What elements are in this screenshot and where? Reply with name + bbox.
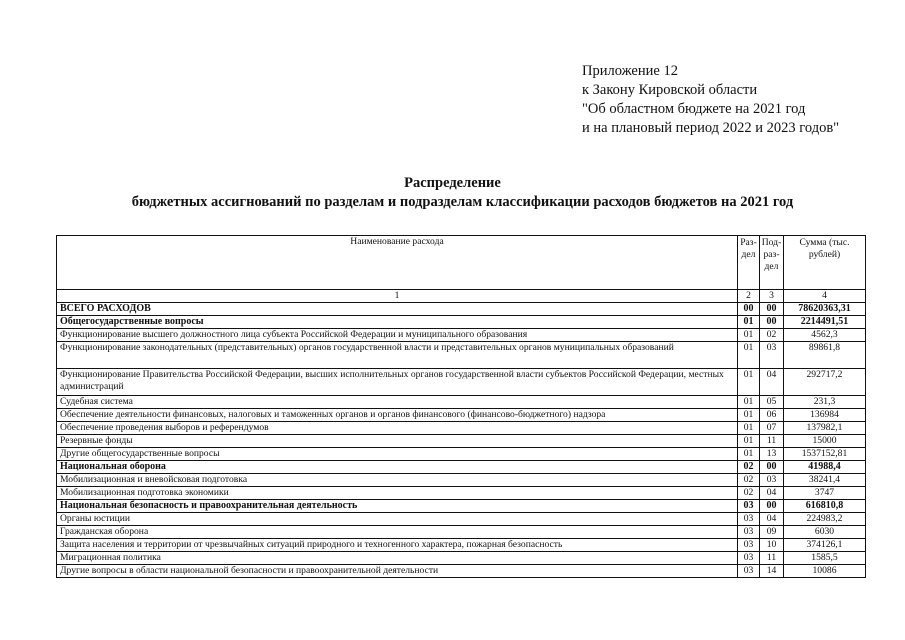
row-subsection: 11 (760, 435, 784, 448)
row-name: Гражданская оборона (57, 526, 738, 539)
row-subsection: 00 (760, 500, 784, 513)
row-name: Мобилизационная и вневойсковая подготовка (57, 474, 738, 487)
row-subsection: 04 (760, 513, 784, 526)
row-amount: 292717,2 (784, 369, 866, 396)
column-number: 3 (760, 290, 784, 303)
table-row (57, 474, 866, 487)
row-section: 03 (738, 539, 760, 552)
column-number: 2 (738, 290, 760, 303)
table-row (57, 461, 866, 474)
row-section: 03 (738, 565, 760, 578)
row-section: 01 (738, 342, 760, 369)
table-row (57, 487, 866, 500)
table-row (57, 396, 866, 409)
row-section: 01 (738, 369, 760, 396)
table-row (57, 303, 866, 316)
row-name: Общегосударственные вопросы (57, 316, 738, 329)
row-amount: 2214491,51 (784, 316, 866, 329)
row-amount: 137982,1 (784, 422, 866, 435)
appendix-line: "Об областном бюджете на 2021 год (582, 101, 806, 117)
row-name: Органы юстиции (57, 513, 738, 526)
row-amount: 78620363,31 (784, 303, 866, 316)
row-amount: 41988,4 (784, 461, 866, 474)
appendix-line: и на плановый период 2022 и 2023 годов" (582, 120, 840, 136)
row-name: Защита населения и территории от чрезвычайных ситуаций природного и техногенного характера, пожарная безопасность (57, 539, 738, 552)
row-section: 01 (738, 409, 760, 422)
row-amount: 374126,1 (784, 539, 866, 552)
appendix-line: к Закону Кировской области (582, 82, 758, 98)
row-amount: 4562,3 (784, 329, 866, 342)
row-section: 02 (738, 461, 760, 474)
row-subsection: 07 (760, 422, 784, 435)
row-subsection: 13 (760, 448, 784, 461)
column-number: 1 (57, 290, 738, 303)
column-number-row (57, 290, 866, 303)
row-amount: 136984 (784, 409, 866, 422)
table-row (57, 552, 866, 565)
row-section: 01 (738, 435, 760, 448)
table-row (57, 316, 866, 329)
row-subsection: 03 (760, 474, 784, 487)
row-name: Национальная безопасность и правоохранительная деятельность (57, 500, 738, 513)
row-section: 01 (738, 329, 760, 342)
table-row (57, 435, 866, 448)
row-amount: 89861,8 (784, 342, 866, 369)
row-section: 03 (738, 513, 760, 526)
row-subsection: 04 (760, 369, 784, 396)
row-subsection: 11 (760, 552, 784, 565)
row-section: 00 (738, 303, 760, 316)
table-row (57, 342, 866, 369)
column-number: 4 (784, 290, 866, 303)
row-name: Миграционная политика (57, 552, 738, 565)
row-section: 01 (738, 422, 760, 435)
row-section: 02 (738, 474, 760, 487)
row-amount: 1585,5 (784, 552, 866, 565)
row-section: 03 (738, 500, 760, 513)
table-row (57, 500, 866, 513)
row-subsection: 10 (760, 539, 784, 552)
table-header-row (57, 236, 866, 290)
appendix-line: Приложение 12 (582, 63, 678, 79)
row-name: Обеспечение проведения выборов и референдумов (57, 422, 738, 435)
row-name: Функционирование законодательных (представительных) органов государственной власти и представительных органов муниципальных образований (57, 342, 738, 369)
table-row (57, 565, 866, 578)
table-row (57, 513, 866, 526)
row-amount: 15000 (784, 435, 866, 448)
table-row (57, 539, 866, 552)
row-subsection: 00 (760, 461, 784, 474)
row-name: Функционирование высшего должностного лица субъекта Российской Федерации и муниципального образования (57, 329, 738, 342)
row-section: 03 (738, 552, 760, 565)
header-subsection: Под-раз-дел (760, 236, 784, 290)
row-section: 01 (738, 448, 760, 461)
row-amount: 3747 (784, 487, 866, 500)
header-section: Раз-дел (738, 236, 760, 290)
table-row (57, 329, 866, 342)
row-name: Резервные фонды (57, 435, 738, 448)
document-title: Распределение (404, 175, 501, 191)
row-amount: 10086 (784, 565, 866, 578)
row-name: ВСЕГО РАСХОДОВ (57, 303, 738, 316)
row-name: Мобилизационная подготовка экономики (57, 487, 738, 500)
row-amount: 38241,4 (784, 474, 866, 487)
row-amount: 224983,2 (784, 513, 866, 526)
table-row (57, 369, 866, 396)
row-amount: 1537152,81 (784, 448, 866, 461)
row-name: Функционирование Правительства Российской Федерации, высших исполнительных органов государственной власти субъектов Российской Федерации, местных администраций (57, 369, 738, 396)
budget-table-body (57, 303, 866, 578)
row-name: Другие общегосударственные вопросы (57, 448, 738, 461)
table-row (57, 448, 866, 461)
budget-table (56, 235, 866, 578)
row-subsection: 05 (760, 396, 784, 409)
appendix-caption (582, 62, 839, 138)
row-section: 03 (738, 526, 760, 539)
table-row (57, 526, 866, 539)
row-name: Обеспечение деятельности финансовых, налоговых и таможенных органов и органов финансового (финансово-бюджетного) надзора (57, 409, 738, 422)
row-subsection: 00 (760, 303, 784, 316)
row-subsection: 02 (760, 329, 784, 342)
row-name: Другие вопросы в области национальной безопасности и правоохранительной деятельности (57, 565, 738, 578)
row-subsection: 06 (760, 409, 784, 422)
row-section: 01 (738, 396, 760, 409)
row-subsection: 09 (760, 526, 784, 539)
row-name: Судебная система (57, 396, 738, 409)
row-section: 01 (738, 316, 760, 329)
row-subsection: 03 (760, 342, 784, 369)
row-subsection: 14 (760, 565, 784, 578)
header-name: Наименование расхода (57, 236, 738, 290)
document-subtitle: бюджетных ассигнований по разделам и подразделам классификации расходов бюджетов на 2021 год (131, 194, 794, 210)
table-row (57, 409, 866, 422)
table-row (57, 422, 866, 435)
row-subsection: 04 (760, 487, 784, 500)
row-amount: 616810,8 (784, 500, 866, 513)
row-name: Национальная оборона (57, 461, 738, 474)
row-subsection: 00 (760, 316, 784, 329)
row-amount: 6030 (784, 526, 866, 539)
header-amount: Сумма (тыс. рублей) (784, 236, 866, 290)
row-amount: 231,3 (784, 396, 866, 409)
row-section: 02 (738, 487, 760, 500)
